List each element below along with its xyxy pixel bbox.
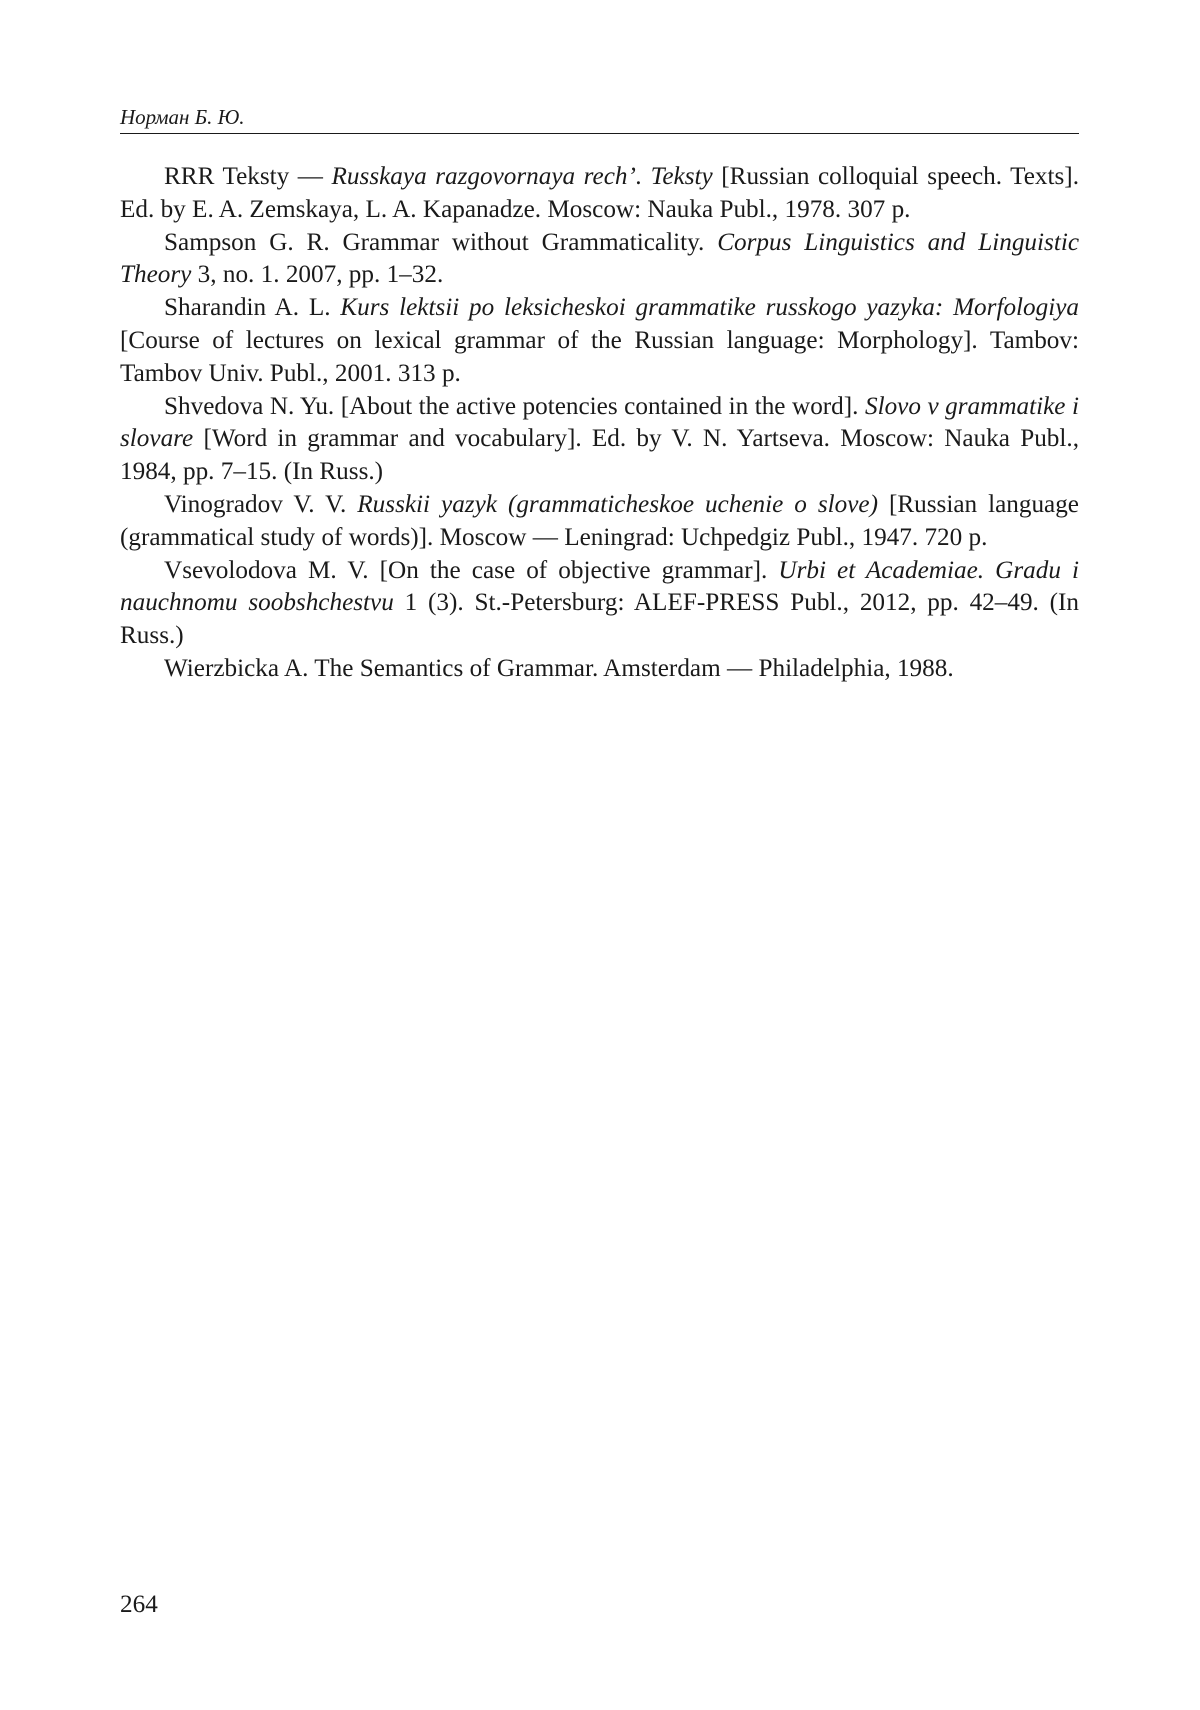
reference-text: 1 (3). St.-Petersburg: ALEF-PRESS Publ., 2012, pp. 42–49. (In Russ.) [120, 589, 1079, 650]
reference-title: Urbi et Academiae. Gradu i nauchnomu soobshchestvu [120, 556, 1080, 617]
reference-text: [Word in grammar and vocabulary]. Ed. by V. N. Yartseva. Moscow: Nauka Publ., 1984, pp. 7–15. (In Russ.) [120, 425, 1079, 486]
reference-text: Vsevolodova M. V. [On the case of objective grammar]. [164, 556, 779, 584]
reference-text: 3, no. 1. 2007, pp. 1–32. [191, 261, 444, 289]
running-head: Норман Б. Ю. [120, 105, 245, 129]
header-rule [120, 133, 1079, 134]
reference-title: Corpus Linguistics and Linguistic Theory [120, 228, 1080, 289]
reference-title: Russkaya razgovornaya rech’. Teksty [331, 163, 713, 190]
reference-text: [Russian language (grammatical study of words)]. Moscow — Leningrad: Uchpedgiz Publ., 1947. 720 p. [120, 490, 1079, 551]
reference-item [120, 227, 1079, 293]
reference-text: Vinogradov V. V. [164, 490, 358, 518]
reference-text: [Course of lectures on lexical grammar of the Russian language: Morphology]. Tambov: Tambov Univ. Publ., 2001. 313 p. [120, 326, 1079, 387]
reference-title: Russkii yazyk (grammaticheskoe uchenie o slove) [357, 490, 878, 518]
reference-text: RRR Teksty — [164, 163, 332, 190]
reference-list [120, 161, 1079, 686]
reference-text: Wierzbicka A. The Semantics of Grammar. Amsterdam — Philadelphia, 1988. [164, 654, 954, 682]
reference-text: Shvedova N. Yu. [About the active potencies contained in the word]. [164, 392, 865, 420]
reference-text: Sharandin A. L. [164, 294, 341, 322]
reference-item [120, 391, 1079, 489]
page-number: 264 [120, 1591, 158, 1618]
reference-title: Slovo v grammatike i slovare [120, 392, 1079, 453]
reference-item [120, 292, 1079, 390]
reference-item [120, 653, 1079, 686]
reference-item [120, 489, 1079, 555]
reference-text: Sampson G. R. Grammar without Grammaticality. [164, 228, 718, 256]
reference-item [120, 161, 1079, 227]
reference-item [120, 555, 1079, 653]
reference-title: Kurs lektsii po leksicheskoi grammatike russkogo yazyka: Morfologiya [340, 294, 1080, 322]
reference-text: [Russian colloquial speech. Texts]. Ed. by E. A. Zemskaya, L. A. Kapanadze. Moscow: Nauka Publ., 1978. 307 p. [120, 163, 1079, 223]
